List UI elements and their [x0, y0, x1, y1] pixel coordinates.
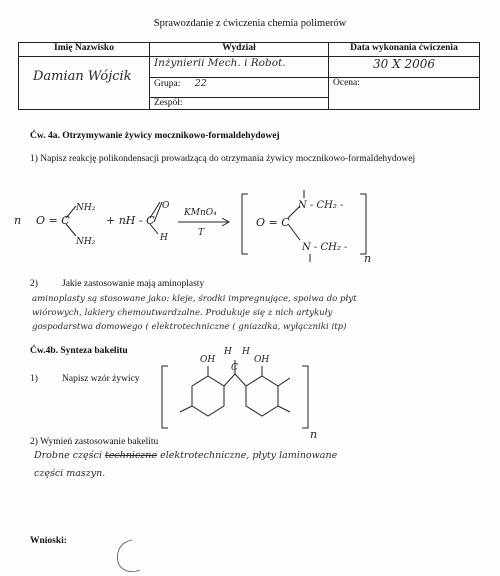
- header-table: [18, 42, 480, 110]
- bakelite-n: n: [310, 428, 318, 438]
- answer-struck-word: techniczne: [104, 450, 158, 461]
- aldehyde-o: O: [162, 201, 170, 211]
- col-name-header: Imię Nazwisko: [19, 43, 150, 57]
- ex4a-question-2: Jakie zastosowanie mają aminoplasty: [62, 279, 205, 289]
- oh-right: OH: [254, 355, 270, 365]
- ex4a-q2-num: 2): [30, 279, 38, 289]
- aldehyde-plus: + nH - C: [106, 214, 155, 227]
- ex4a-heading: Ćw. 4a. Otrzymywanie żywicy mocznikowo-formaldehydowej: [30, 131, 280, 141]
- bakelite-brackets: [162, 366, 308, 428]
- dept-value: Inżynierii Mech. i Robot.: [154, 57, 286, 69]
- aldehyde-h: H: [160, 233, 168, 243]
- name-value: Damian Wójcik: [33, 69, 132, 84]
- dept-cell: [150, 57, 329, 78]
- group-label: Grupa:: [154, 79, 181, 89]
- reaction-equation: [0, 188, 500, 278]
- catalyst-label: KMnO₄: [184, 208, 217, 218]
- urea-nh2-bottom: NH₂: [76, 237, 96, 247]
- date-value: 30 X 2006: [373, 57, 435, 71]
- ex4a-answer-line-1: aminoplasty są stosowane jako: kleje, środki impregnujące, spoiwa do płyt: [32, 294, 357, 304]
- group-cell: [150, 78, 329, 98]
- grade-label: Ocena:: [333, 78, 360, 88]
- reaction-arrow: [178, 218, 229, 226]
- ex4b-answer-line-1: [34, 450, 337, 461]
- ex4b-q1-num: 1): [30, 374, 38, 384]
- answer-part-b: elektrotechniczne, płyty laminowane: [160, 450, 338, 461]
- reaction-n: n: [14, 214, 22, 227]
- urea-nh2-top: NH₂: [76, 203, 96, 213]
- conclusions-label: Wnioski:: [30, 536, 67, 546]
- ex4b-question-1: Napisz wzór żywicy: [62, 374, 140, 384]
- phenol-ring-left: [192, 376, 224, 416]
- name-cell: [19, 57, 150, 110]
- report-title: Sprawozdanie z ćwiczenia chemia polimerów: [153, 18, 347, 29]
- ex4a-answer-line-3: gospodarstwa domowego ( elektrotechniczne ( gniazdka, wyłączniki itp): [32, 322, 347, 332]
- product-oc: O = C: [256, 216, 290, 229]
- product-nch2-top: N - CH₂ -: [298, 200, 344, 211]
- ex4b-question-2: 2) Wymień zastosowanie bakelitu: [30, 437, 159, 447]
- ex4b-heading: Ćw.4b. Synteza bakelitu: [30, 346, 128, 356]
- oh-left: OH: [200, 355, 216, 365]
- product-n: n: [364, 252, 372, 265]
- grade-cell: [329, 78, 480, 110]
- urea-oc: O = C: [36, 214, 70, 227]
- group-value: 22: [194, 78, 207, 89]
- date-cell: [329, 57, 480, 78]
- answer-part-a: Drobne części: [34, 450, 102, 461]
- phenol-ring-right: [246, 376, 278, 416]
- c-center: C: [231, 363, 238, 373]
- team-cell: [150, 98, 329, 110]
- ex4a-answer-line-2: wiórowych, lakiery chemoutwardzalne. Produkuje się z nich artykuły: [32, 308, 333, 318]
- col-dept-header: Wydział: [150, 43, 329, 57]
- ex4b-answer-line-2: części maszyn.: [34, 468, 106, 479]
- col-date-header: Data wykonania ćwiczenia: [329, 43, 480, 57]
- team-label: Zespół:: [154, 98, 183, 108]
- temp-label: T: [198, 228, 205, 238]
- h-right: H: [242, 347, 250, 357]
- ex4a-question-1: 1) Napisz reakcję polikondensacji prowadzącą do otrzymania żywicy mocznikowo-formaldehydowej: [30, 154, 416, 164]
- pen-circle-mark: [112, 536, 152, 576]
- bakelite-structure: [150, 338, 320, 438]
- product-nch2-bottom: N - CH₂ -: [302, 242, 348, 253]
- h-left: H: [224, 347, 232, 357]
